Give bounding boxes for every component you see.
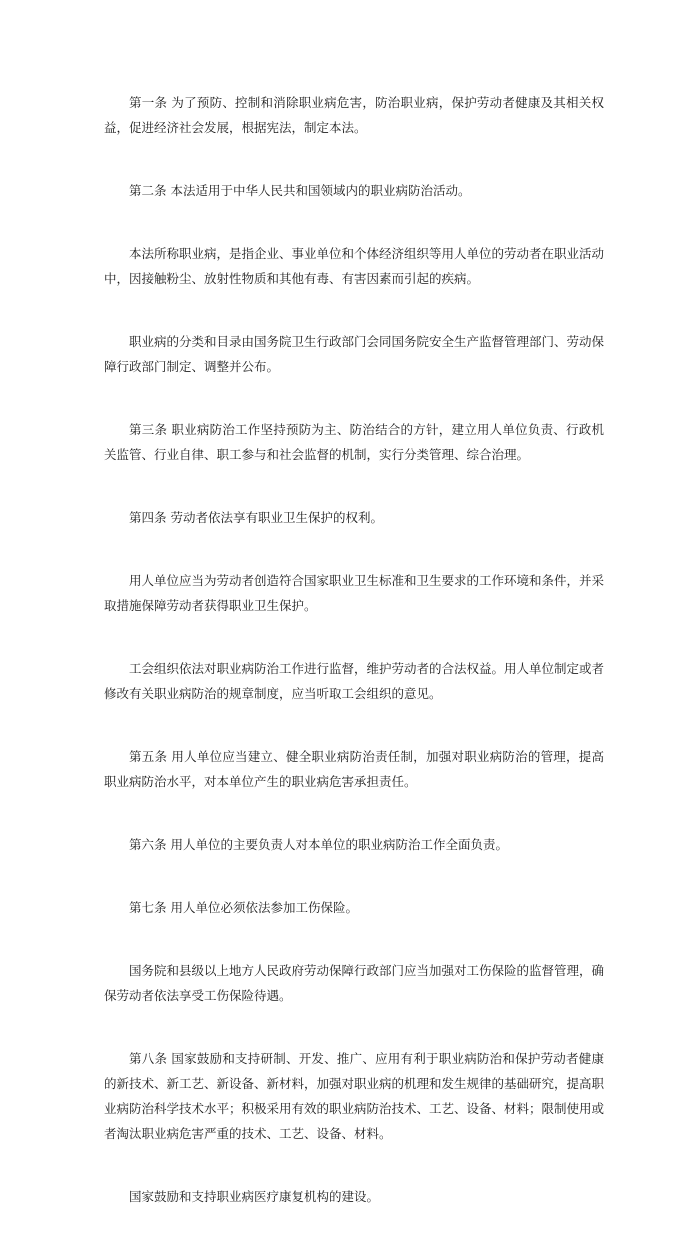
- paragraph-article-7-supervision: 国务院和县级以上地方人民政府劳动保障行政部门应当加强对工伤保险的监督管理，确保劳动者依法享受工伤保险待遇。: [104, 963, 605, 1003]
- paragraph-article-5: 第五条 用人单位应当建立、健全职业病防治责任制，加强对职业病防治的管理，提高职业病防治水平，对本单位产生的职业病危害承担责任。: [104, 749, 604, 789]
- paragraph-article-1: 第一条 为了预防、控制和消除职业病危害，防治职业病，保护劳动者健康及其相关权益，促进经济社会发展，根据宪法，制定本法。: [104, 95, 604, 135]
- paragraph-article-2-definition: 本法所称职业病，是指企业、事业单位和个体经济组织等用人单位的劳动者在职业活动中，因接触粉尘、放射性物质和其他有毒、有害因素而引起的疾病。: [104, 246, 605, 286]
- paragraph-article-7: 第七条 用人单位必须依法参加工伤保险。: [129, 900, 358, 915]
- paragraph-article-8: 第八条 国家鼓励和支持研制、开发、推广、应用有利于职业病防治和保护劳动者健康的新技术、新工艺、新设备、新材料，加强对职业病的机理和发生规律的基础研究，提高职业病防治科学技术水平；积极采用有效的职业病防治技术、工艺、设备、材料；限制使用或者淘汰职业病危害严重的技术、工艺、设备、材料。: [104, 1051, 605, 1141]
- paragraph-article-6: 第六条 用人单位的主要负责人对本单位的职业病防治工作全面负责。: [129, 837, 508, 852]
- paragraph-article-2: 第二条 本法适用于中华人民共和国领域内的职业病防治活动。: [129, 183, 471, 198]
- paragraph-article-3: 第三条 职业病防治工作坚持预防为主、防治结合的方针，建立用人单位负责、行政机关监管、行业自律、职工参与和社会监督的机制，实行分类管理、综合治理。: [104, 422, 604, 462]
- paragraph-article-2-classification: 职业病的分类和目录由国务院卫生行政部门会同国务院安全生产监督管理部门、劳动保障行政部门制定、调整并公布。: [104, 334, 605, 374]
- paragraph-article-4: 第四条 劳动者依法享有职业卫生保护的权利。: [129, 510, 383, 525]
- paragraph-article-8-rehabilitation: 国家鼓励和支持职业病医疗康复机构的建设。: [129, 1189, 380, 1204]
- paragraph-article-4-employer: 用人单位应当为劳动者创造符合国家职业卫生标准和卫生要求的工作环境和条件，并采取措施保障劳动者获得职业卫生保护。: [104, 573, 605, 613]
- document-body: [104, 90, 604, 1247]
- paragraph-article-4-union: 工会组织依法对职业病防治工作进行监督，维护劳动者的合法权益。用人单位制定或者修改有关职业病防治的规章制度，应当听取工会组织的意见。: [104, 661, 605, 701]
